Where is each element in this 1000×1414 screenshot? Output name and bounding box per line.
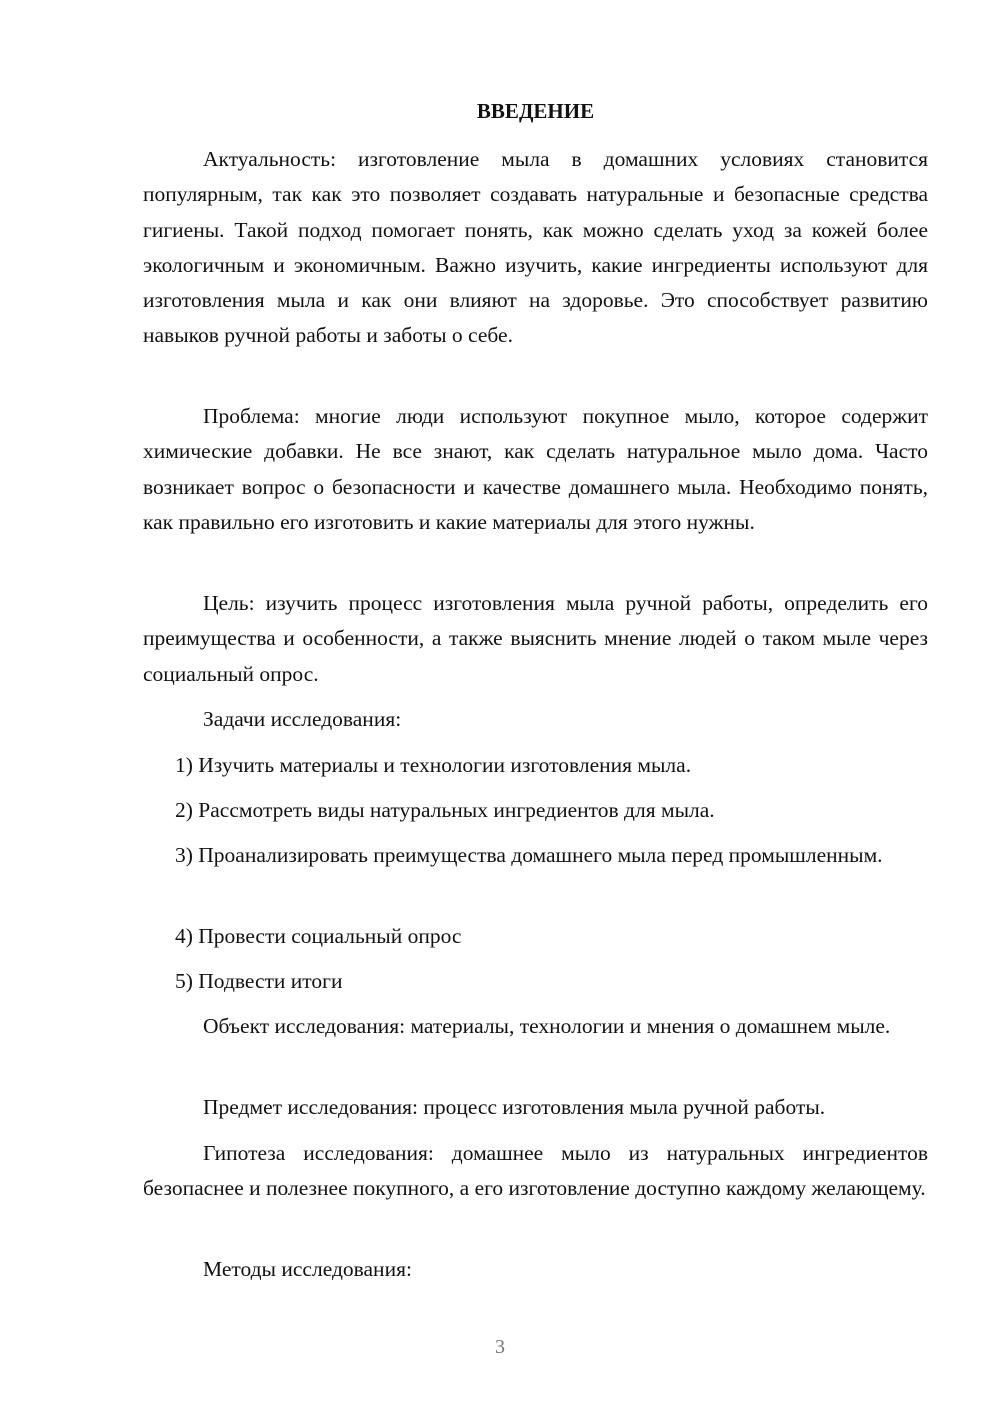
task-item-1: 1) Изучить материалы и технологии изготовления мыла.	[175, 753, 692, 777]
tasks-heading: Задачи исследования:	[203, 707, 402, 731]
object-paragraph: Объект исследования: материалы, технологии и мнения о домашнем мыле.	[203, 1014, 891, 1038]
methods-heading: Методы исследования:	[203, 1257, 412, 1281]
relevance-paragraph: Актуальность: изготовление мыла в домашних условиях становится популярным, так как это позволяет создавать натуральные и безопасные средства гигиены. Такой подход помогает понять, как можно сделать уход за кожей более экологичным и экономичным. Важно изучить, какие ингредиенты используют для изготовления мыла и как они влияют на здоровье. Это способствует развитию навыков ручной работы и заботы о себе.	[143, 147, 928, 348]
page-number: 3	[495, 1336, 505, 1358]
goal-paragraph: Цель: изучить процесс изготовления мыла ручной работы, определить его преимущества и особенности, а также выяснить мнение людей о таком мыле через социальный опрос.	[143, 591, 928, 686]
task-item-3: 3) Проанализировать преимущества домашнего мыла перед промышленным.	[175, 843, 883, 867]
task-item-2: 2) Рассмотреть виды натуральных ингредиентов для мыла.	[175, 798, 715, 822]
subject-paragraph: Предмет исследования: процесс изготовления мыла ручной работы.	[203, 1095, 826, 1119]
task-item-4: 4) Провести социальный опрос	[175, 924, 462, 948]
task-item-5: 5) Подвести итоги	[175, 969, 343, 993]
section-heading: ВВЕДЕНИЕ	[476, 99, 595, 123]
problem-paragraph: Проблема: многие люди используют покупное мыло, которое содержит химические добавки. Не все знают, как сделать натуральное мыло дома. Часто возникает вопрос о безопасности и качестве домашнего мыла. Необходимо понять, как правильно его изготовить и какие материалы для этого нужны.	[143, 404, 928, 534]
hypothesis-paragraph: Гипотеза исследования: домашнее мыло из натуральных ингредиентов безопаснее и полезнее покупного, а его изготовление доступно каждому желающему.	[143, 1141, 928, 1201]
